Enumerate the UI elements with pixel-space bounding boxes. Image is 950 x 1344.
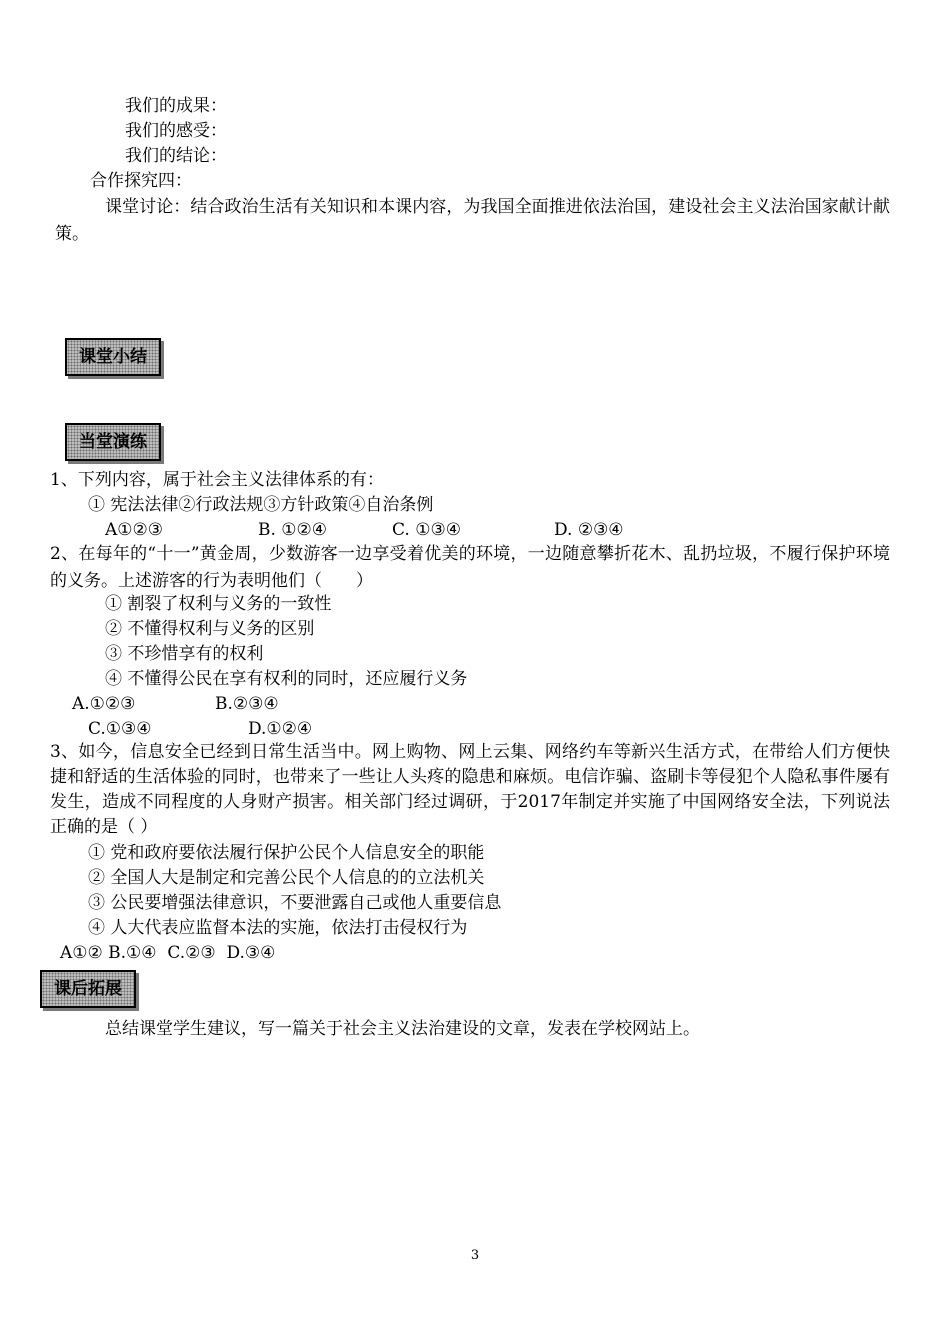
section-badge-practice: 当堂演练 xyxy=(65,423,161,461)
q2-option-a: A.①②③ xyxy=(72,694,136,714)
q1-option-d: D. ②③④ xyxy=(554,520,624,540)
page-number: 3 xyxy=(470,1248,480,1263)
q2-option-b: B.②③④ xyxy=(215,694,279,714)
q2-option-c: C.①③④ xyxy=(88,719,152,739)
inquiry-four-heading: 合作探究四： xyxy=(90,171,192,191)
q1-stem: 1、下列内容，属于社会主义法律体系的有： xyxy=(50,470,384,490)
q1-option-a: A①②③ xyxy=(105,520,163,540)
homework-text: 总结课堂学生建议，写一篇关于社会主义法治建设的文章，发表在学校网站上。 xyxy=(105,1019,700,1039)
q2-item-3: ③ 不珍惜享有的权利 xyxy=(105,644,264,664)
section-badge-summary: 课堂小结 xyxy=(65,338,161,376)
our-results-label: 我们的成果： xyxy=(125,96,227,116)
q3-options: A①② B.①④ C.②③ D.③④ xyxy=(60,943,276,963)
q3-item-1: ① 党和政府要依法履行保护公民个人信息安全的职能 xyxy=(88,843,485,863)
q3-item-2: ② 全国人大是制定和完善公民个人信息的的立法机关 xyxy=(88,868,485,888)
our-conclusion-label: 我们的结论： xyxy=(125,146,227,166)
q2-item-2: ② 不懂得权利与义务的区别 xyxy=(105,619,315,639)
q3-stem: 3、如今，信息安全已经到日常生活当中。网上购物、网上云集、网络约车等新兴生活方式，在带给人们方便快捷和舒适的生活体验的同时，也带来了一些让人头疼的隐患和麻烦。电信诈骗、盗刷卡等侵犯个人隐私事件屡有发生，造成不同程度的人身财产损害。相关部门经过调研，于2017年制定并实施了中国网络安全法，下列说法正确的是（ ） xyxy=(50,742,890,837)
class-discussion-paragraph: 课堂讨论：结合政治生活有关知识和本课内容，为我国全面推进依法治国，建设社会主义法治国家献计献策。 xyxy=(55,197,890,244)
q2-item-4: ④ 不懂得公民在享有权利的同时，还应履行义务 xyxy=(105,669,468,689)
q3-item-4: ④ 人大代表应监督本法的实施，依法打击侵权行为 xyxy=(88,918,468,938)
q2-option-d: D.①②④ xyxy=(248,719,313,739)
q3-item-3: ③ 公民要增强法律意识，不要泄露自己或他人重要信息 xyxy=(88,893,502,913)
section-badge-extension: 课后拓展 xyxy=(40,970,136,1008)
q2-item-1: ① 割裂了权利与义务的一致性 xyxy=(105,594,332,614)
q1-option-b: B. ①②④ xyxy=(258,520,328,540)
our-feelings-label: 我们的感受： xyxy=(125,121,227,141)
q1-option-c: C. ①③④ xyxy=(392,520,461,540)
q1-items: ① 宪法法律②行政法规③方针政策④自治条例 xyxy=(88,495,434,515)
q2-stem: 2、在每年的“十一”黄金周，少数游客一边享受着优美的环境，一边随意攀折花木、乱扔垃圾，不履行保护环境的义务。上述游客的行为表明他们（ ） xyxy=(50,544,890,591)
